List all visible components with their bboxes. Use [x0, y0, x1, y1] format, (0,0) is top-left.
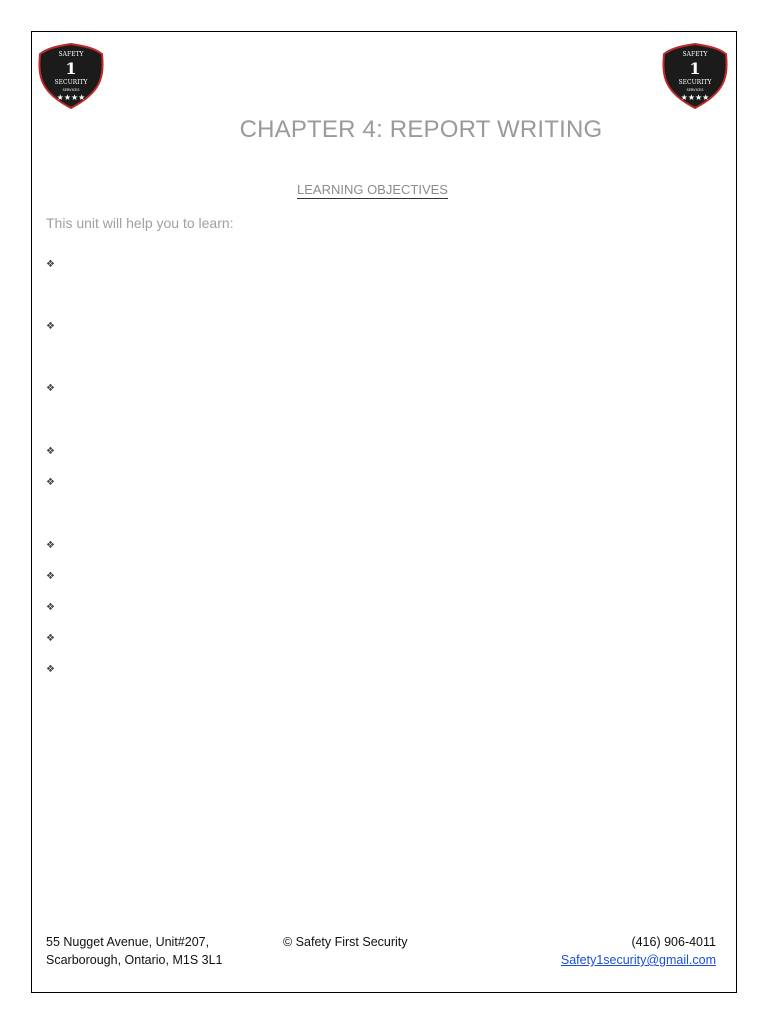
logo-arc-text: SECURITY	[54, 79, 88, 86]
company-logo-left	[36, 42, 106, 110]
chapter-title: CHAPTER 4: REPORT WRITING	[239, 116, 603, 143]
footer-address	[46, 933, 223, 969]
address-line-1: 55 Nugget Avenue, Unit#207,	[46, 935, 210, 949]
list-item-bullet: ❖	[46, 321, 55, 332]
list-item-bullet: ❖	[46, 664, 55, 675]
intro-text: This unit will help you to learn:	[46, 215, 234, 231]
logo-number: 1	[65, 59, 77, 78]
logo-sub-text: SERVICES	[62, 88, 80, 92]
page-title	[32, 116, 710, 144]
list-item-bullet: ❖	[46, 477, 55, 488]
document-page	[31, 31, 737, 993]
shield-logo-icon	[660, 42, 730, 110]
logo-arc-text: SECURITY	[678, 79, 712, 86]
company-logo-right	[660, 42, 730, 110]
section-heading: LEARNING OBJECTIVES	[297, 182, 448, 197]
email-link[interactable]: Safety1security@gmail.com	[560, 953, 716, 967]
footer-contact	[561, 933, 716, 969]
logo-top-text: SAFETY	[58, 51, 84, 58]
phone-number: (416) 906-4011	[631, 935, 716, 949]
shield-logo-icon	[36, 42, 106, 110]
list-item-bullet: ❖	[46, 633, 55, 644]
list-item-bullet: ❖	[46, 571, 55, 582]
logo-top-text: SAFETY	[682, 51, 708, 58]
logo-sub-text: SERVICES	[686, 88, 704, 92]
logo-stars: ★★★★	[680, 93, 710, 102]
list-item-bullet: ❖	[46, 259, 55, 270]
address-line-2: Scarborough, Ontario, M1S 3L1	[46, 953, 223, 967]
list-item-bullet: ❖	[46, 446, 55, 457]
list-item-bullet: ❖	[46, 383, 55, 394]
list-item-bullet: ❖	[46, 602, 55, 613]
footer-copyright: © Safety First Security	[283, 935, 408, 949]
logo-number: 1	[689, 59, 701, 78]
list-item-bullet: ❖	[46, 540, 55, 551]
logo-stars: ★★★★	[56, 93, 86, 102]
